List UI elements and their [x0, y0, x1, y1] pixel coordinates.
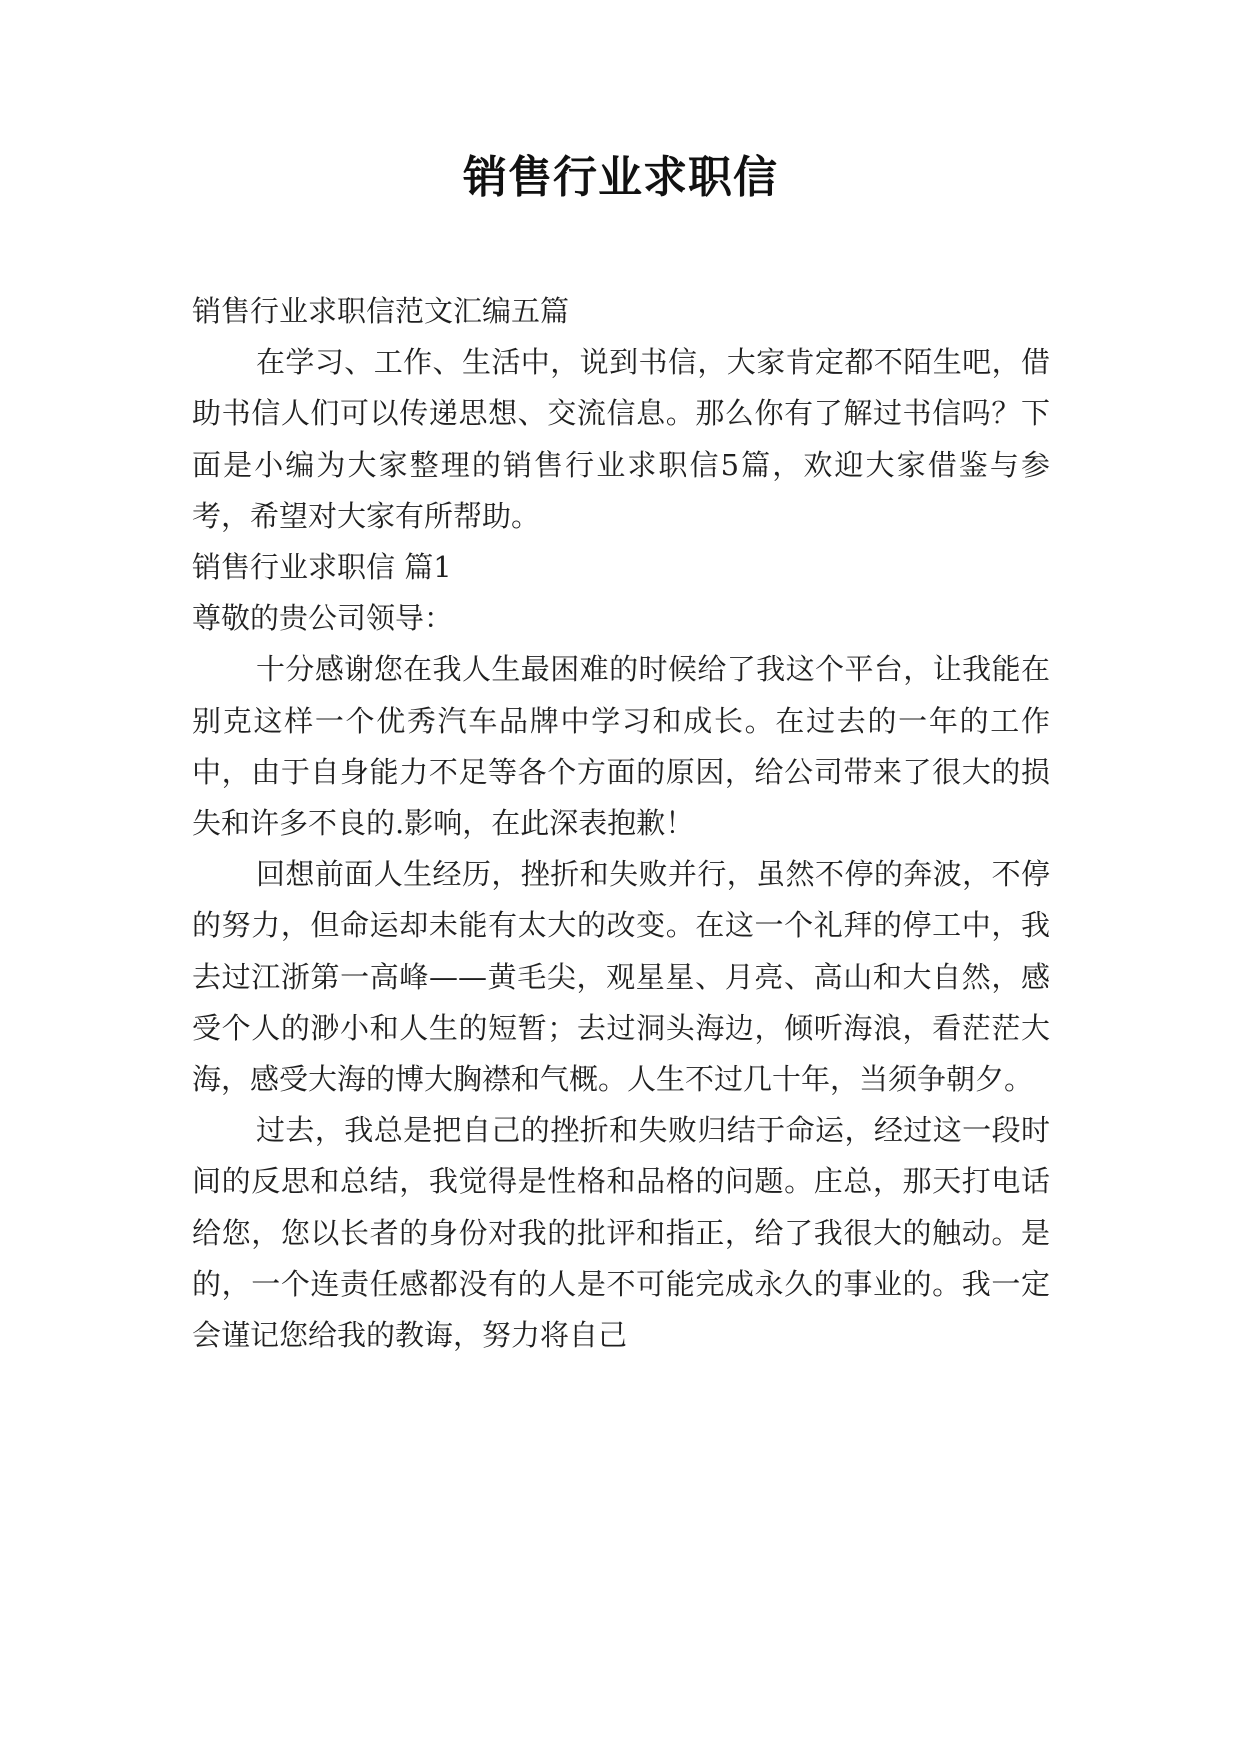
- document-title: 销售行业求职信: [463, 152, 778, 203]
- document-body: [192, 286, 1050, 1361]
- intro-paragraph: 在学习、工作、生活中，说到书信，大家肯定都不陌生吧，借助书信人们可以传递思想、交流信息。那么你有了解过书信吗？下面是小编为大家整理的销售行业求职信5篇，欢迎大家借鉴与参考，希望对大家有所帮助。: [192, 345, 1050, 533]
- section-heading: 销售行业求职信 篇1: [192, 550, 452, 585]
- body-paragraph: 十分感谢您在我人生最困难的时候给了我这个平台，让我能在别克这样一个优秀汽车品牌中学习和成长。在过去的一年的工作中，由于自身能力不足等各个方面的原因，给公司带来了很大的损失和许多不良的.影响，在此深表抱歉！: [192, 652, 1050, 841]
- body-paragraph: 过去，我总是把自己的挫折和失败归结于命运，经过这一段时间的反思和总结，我觉得是性格和品格的问题。庄总，那天打电话给您，您以长者的身份对我的批评和指正，给了我很大的触动。是的，一个连责任感都没有的人是不可能完成永久的事业的。我一定会谨记您给我的教诲，努力将自己: [192, 1113, 1050, 1353]
- document-subtitle: 销售行业求职信范文汇编五篇: [192, 294, 570, 328]
- salutation: 尊敬的贵公司领导：: [192, 601, 454, 636]
- body-paragraph: 回想前面人生经历，挫折和失败并行，虽然不停的奔波，不停的努力，但命运却未能有太大的改变。在这一个礼拜的停工中，我去过江浙第一高峰——黄毛尖，观星星、月亮、高山和大自然，感受个人的渺小和人生的短暂；去过洞头海边，倾听海浪，看茫茫大海，感受大海的博大胸襟和气概。人生不过几十年，当须争朝夕。: [192, 857, 1050, 1097]
